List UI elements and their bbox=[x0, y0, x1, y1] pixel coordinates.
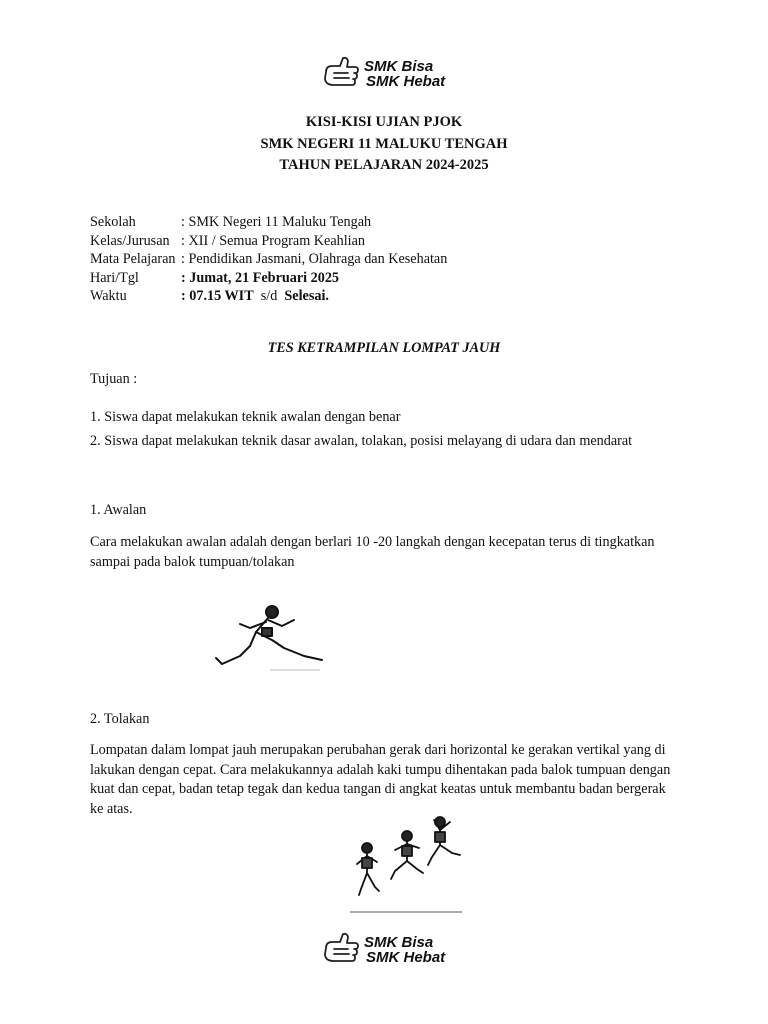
info-row-sekolah bbox=[90, 213, 447, 232]
info-value: : XII / Semua Program Keahlian bbox=[181, 232, 365, 249]
info-value-end: Selesai. bbox=[284, 288, 329, 304]
runner-illustration bbox=[210, 598, 330, 678]
info-label: Hari/Tgl bbox=[90, 269, 139, 286]
info-value: : SMK Negeri 11 Maluku Tengah bbox=[181, 214, 372, 230]
info-row-mapel bbox=[90, 250, 447, 269]
smk-logo-top bbox=[320, 54, 450, 90]
svg-text:SMK Bisa: SMK Bisa bbox=[364, 58, 434, 75]
title-line-2: SMK NEGERI 11 MALUKU TENGAH bbox=[260, 136, 508, 152]
awalan-heading: 1. Awalan bbox=[90, 502, 147, 518]
info-label: Kelas/Jurusan bbox=[90, 232, 170, 249]
info-value: : Pendidikan Jasmani, Olahraga dan Kesehatan bbox=[181, 251, 448, 267]
thumbs-up-icon bbox=[320, 930, 450, 966]
tolakan-text: Lompatan dalam lompat jauh merupakan perubahan gerak dari horizontal ke gerakan vertikal yang di lakukan dengan cepat. Cara melakukannya adalah kaki tumpu dihentakan pada balok tumpuan dengan kuat dan cepat, badan tetap tegak dan kedua tangan di angkat keatas untuk membantu badan bergerak ke atas. bbox=[90, 742, 671, 817]
info-value-sd: s/d bbox=[253, 288, 285, 304]
tujuan-heading: Tujuan : bbox=[90, 371, 138, 387]
title-line-3: TAHUN PELAJARAN 2024-2025 bbox=[279, 157, 489, 173]
info-value: : Jumat, 21 Februari 2025 bbox=[181, 269, 340, 286]
jump-sequence-illustration bbox=[345, 812, 470, 917]
svg-text:SMK Hebat: SMK Hebat bbox=[366, 73, 446, 90]
info-value-time: : 07.15 WIT bbox=[181, 288, 254, 304]
thumbs-up-icon bbox=[320, 54, 450, 90]
smk-logo-bottom bbox=[320, 930, 450, 966]
info-row-hari bbox=[90, 269, 447, 288]
section-subtitle: TES KETRAMPILAN LOMPAT JAUH bbox=[267, 340, 501, 356]
exam-info bbox=[90, 213, 447, 306]
svg-text:SMK Bisa: SMK Bisa bbox=[364, 934, 434, 951]
tujuan-item-1: 1. Siswa dapat melakukan teknik awalan dengan benar bbox=[90, 409, 401, 425]
title-line-1: KISI-KISI UJIAN PJOK bbox=[305, 114, 463, 130]
info-label: Waktu bbox=[90, 288, 127, 304]
tolakan-heading: 2. Tolakan bbox=[90, 711, 150, 727]
info-label: Mata Pelajaran bbox=[90, 251, 176, 267]
info-row-waktu bbox=[90, 287, 447, 306]
svg-text:SMK Hebat: SMK Hebat bbox=[366, 949, 446, 966]
awalan-text: Cara melakukan awalan adalah dengan berlari 10 -20 langkah dengan kecepatan terus di tingkatkan sampai pada balok tumpuan/tolakan bbox=[90, 534, 655, 570]
info-label: Sekolah bbox=[90, 214, 136, 230]
info-row-kelas bbox=[90, 232, 447, 251]
tujuan-item-2: 2. Siswa dapat melakukan teknik dasar awalan, tolakan, posisi melayang di udara dan mendarat bbox=[90, 433, 633, 449]
